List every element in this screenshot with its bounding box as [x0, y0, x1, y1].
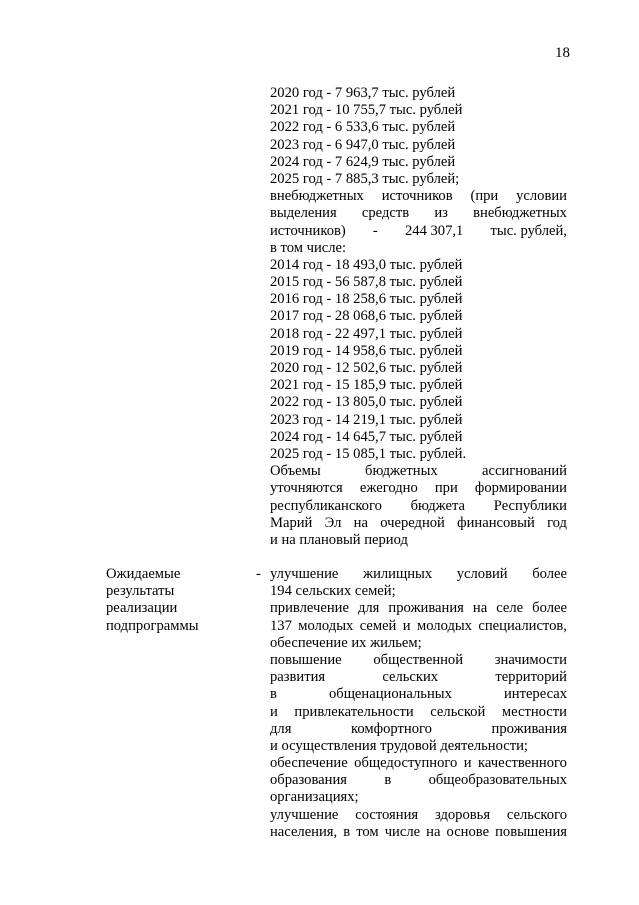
- word: семей: [359, 617, 397, 634]
- funding-line: [270, 240, 567, 257]
- word: 2023 год - 14 219,1 тыс. рублей: [270, 411, 463, 428]
- word: состояния: [355, 806, 419, 823]
- word: 137: [270, 617, 292, 634]
- funding-line: [270, 498, 567, 515]
- word: основе: [446, 823, 490, 840]
- word: 2025 год - 7 885,3 тыс. рублей;: [270, 170, 460, 187]
- page-number: 18: [555, 45, 570, 61]
- word: сельских: [382, 669, 439, 686]
- word: и на плановый период: [270, 531, 408, 548]
- funding-line: [270, 394, 567, 411]
- results-line: [270, 669, 567, 686]
- word: более: [532, 600, 567, 617]
- word: в: [384, 772, 392, 789]
- funding-line: [270, 463, 567, 480]
- word: территорий: [495, 669, 567, 686]
- results-line: [270, 583, 567, 600]
- funding-text-block: [270, 85, 567, 549]
- word: Объемы: [270, 463, 321, 480]
- word: 2017 год - 28 068,6 тыс. рублей: [270, 308, 463, 325]
- funding-line: [270, 480, 567, 497]
- funding-line: [270, 171, 567, 188]
- word: молодых: [298, 617, 354, 634]
- word: проживания: [388, 600, 464, 617]
- funding-line: [270, 532, 567, 549]
- word: улучшение: [270, 566, 339, 582]
- word: повышение: [270, 651, 342, 668]
- funding-line: [270, 412, 567, 429]
- word: формировании: [474, 480, 567, 497]
- funding-line: [270, 274, 567, 291]
- word: общенациональных: [328, 686, 452, 703]
- word: в: [343, 823, 351, 840]
- word: -: [372, 222, 378, 239]
- funding-line: [270, 223, 567, 240]
- word: ассигнований: [482, 463, 567, 480]
- word: выделения: [270, 205, 337, 222]
- word: на: [472, 600, 488, 617]
- word: комфортного: [351, 720, 432, 737]
- word: 2014 год - 18 493,0 тыс. рублей: [270, 256, 463, 273]
- word: внебюджетных: [270, 188, 364, 205]
- word: организациях;: [270, 789, 359, 806]
- word: привлекательности: [294, 703, 414, 720]
- word: обеспечение: [270, 755, 348, 772]
- word: ежегодно: [359, 480, 418, 497]
- word: из: [434, 205, 448, 222]
- results-line: [270, 721, 567, 738]
- word: средств: [361, 205, 410, 222]
- funding-line: [270, 343, 567, 360]
- word: в: [270, 686, 277, 703]
- word: улучшение: [270, 806, 339, 823]
- results-text-block: [270, 566, 567, 841]
- word: 2018 год - 22 497,1 тыс. рублей: [270, 325, 463, 342]
- word: 2021 год - 15 185,9 тыс. рублей: [270, 377, 463, 394]
- word: молодых: [416, 617, 472, 634]
- word: тыс. рублей,: [490, 222, 567, 239]
- word: при: [434, 480, 458, 497]
- word: том: [356, 823, 379, 840]
- word: 194 сельских семей;: [270, 583, 396, 600]
- word: сельской: [430, 703, 486, 720]
- word: более: [532, 566, 567, 582]
- word: 2020 год - 12 502,6 тыс. рублей: [270, 360, 463, 376]
- funding-line: [270, 360, 567, 377]
- word: и: [402, 617, 411, 634]
- word: повышения: [495, 823, 567, 840]
- word: проживания: [491, 720, 567, 737]
- word: 2016 год - 18 258,6 тыс. рублей: [270, 291, 463, 308]
- funding-line: [270, 429, 567, 446]
- word: 2015 год - 56 587,8 тыс. рублей: [270, 274, 463, 291]
- results-label-line: подпрограммы: [106, 617, 199, 634]
- word: для: [357, 600, 380, 617]
- word: 2023 год - 6 947,0 тыс. рублей: [270, 136, 456, 153]
- word: (при: [470, 188, 499, 205]
- word: и: [270, 703, 278, 720]
- funding-line: [270, 85, 567, 102]
- results-label-line: реализации: [106, 600, 178, 617]
- word: в том числе:: [270, 239, 347, 256]
- results-line: [270, 704, 567, 721]
- word: качественного: [478, 755, 567, 772]
- word: источников): [270, 222, 346, 239]
- word: 2024 год - 7 624,9 тыс. рублей: [270, 153, 456, 170]
- word: 2025 год - 15 085,1 тыс. рублей.: [270, 445, 467, 462]
- funding-line: [270, 515, 567, 532]
- funding-line: [270, 377, 567, 394]
- word: селе: [496, 600, 524, 617]
- word: 2022 год - 13 805,0 тыс. рублей: [270, 394, 463, 411]
- funding-line: [270, 291, 567, 308]
- funding-line: [270, 102, 567, 119]
- word: условии: [516, 188, 567, 205]
- results-line: [270, 618, 567, 635]
- word: Марий: [270, 514, 313, 531]
- word: финансовый: [457, 514, 535, 531]
- funding-line: [270, 188, 567, 205]
- word: и: [463, 755, 472, 772]
- results-row-dash: -: [256, 566, 261, 582]
- word: числе: [384, 823, 421, 840]
- word: сельского: [506, 806, 567, 823]
- word: год: [547, 514, 567, 531]
- word: местности: [501, 703, 567, 720]
- word: общеобразовательных: [428, 772, 567, 789]
- results-line: [270, 772, 567, 789]
- word: Эл: [324, 514, 342, 531]
- results-line: [270, 635, 567, 652]
- funding-line: [270, 326, 567, 343]
- word: внебюджетных: [473, 205, 567, 222]
- funding-line: [270, 154, 567, 171]
- word: общественной: [373, 651, 464, 668]
- results-row-label: [106, 566, 256, 635]
- word: специалистов,: [478, 617, 567, 634]
- results-label-line: результаты: [106, 583, 175, 600]
- results-line: [270, 686, 567, 703]
- results-line: [270, 807, 567, 824]
- word: общедоступного: [354, 755, 458, 772]
- results-label-line: Ожидаемые: [106, 566, 181, 582]
- word: на: [426, 823, 441, 840]
- results-line: [270, 652, 567, 669]
- word: для: [270, 720, 292, 737]
- results-line: [270, 755, 567, 772]
- word: значимости: [494, 651, 567, 668]
- word: 2020 год - 7 963,7 тыс. рублей: [270, 85, 456, 101]
- word: 2019 год - 14 958,6 тыс. рублей: [270, 342, 463, 359]
- word: источников: [381, 188, 453, 205]
- word: интересах: [503, 686, 567, 703]
- word: 244 307,1: [404, 222, 464, 239]
- word: и осуществления трудовой деятельности;: [270, 737, 528, 754]
- results-line: [270, 600, 567, 617]
- word: Республики: [493, 497, 567, 514]
- word: развития: [270, 669, 326, 686]
- funding-line: [270, 446, 567, 463]
- word: жилищных: [362, 566, 433, 582]
- word: бюджета: [410, 497, 466, 514]
- funding-line: [270, 257, 567, 274]
- word: республиканского: [270, 497, 382, 514]
- funding-line: [270, 119, 567, 136]
- results-line: [270, 824, 567, 841]
- word: бюджетных: [365, 463, 438, 480]
- word: образования: [270, 772, 347, 789]
- word: уточняются: [270, 480, 343, 497]
- word: 2024 год - 14 645,7 тыс. рублей: [270, 428, 463, 445]
- word: очередной: [380, 514, 445, 531]
- funding-line: [270, 308, 567, 325]
- word: привлечение: [270, 600, 349, 617]
- results-line: [270, 789, 567, 806]
- results-line: [270, 738, 567, 755]
- funding-line: [270, 205, 567, 222]
- results-line: [270, 566, 567, 583]
- word: здоровья: [434, 806, 491, 823]
- word: 2021 год - 10 755,7 тыс. рублей: [270, 102, 463, 119]
- funding-line: [270, 137, 567, 154]
- word: населения,: [270, 823, 338, 840]
- word: 2022 год - 6 533,6 тыс. рублей: [270, 119, 456, 136]
- word: на: [353, 514, 368, 531]
- word: обеспечение их жильем;: [270, 634, 422, 651]
- word: условий: [456, 566, 508, 582]
